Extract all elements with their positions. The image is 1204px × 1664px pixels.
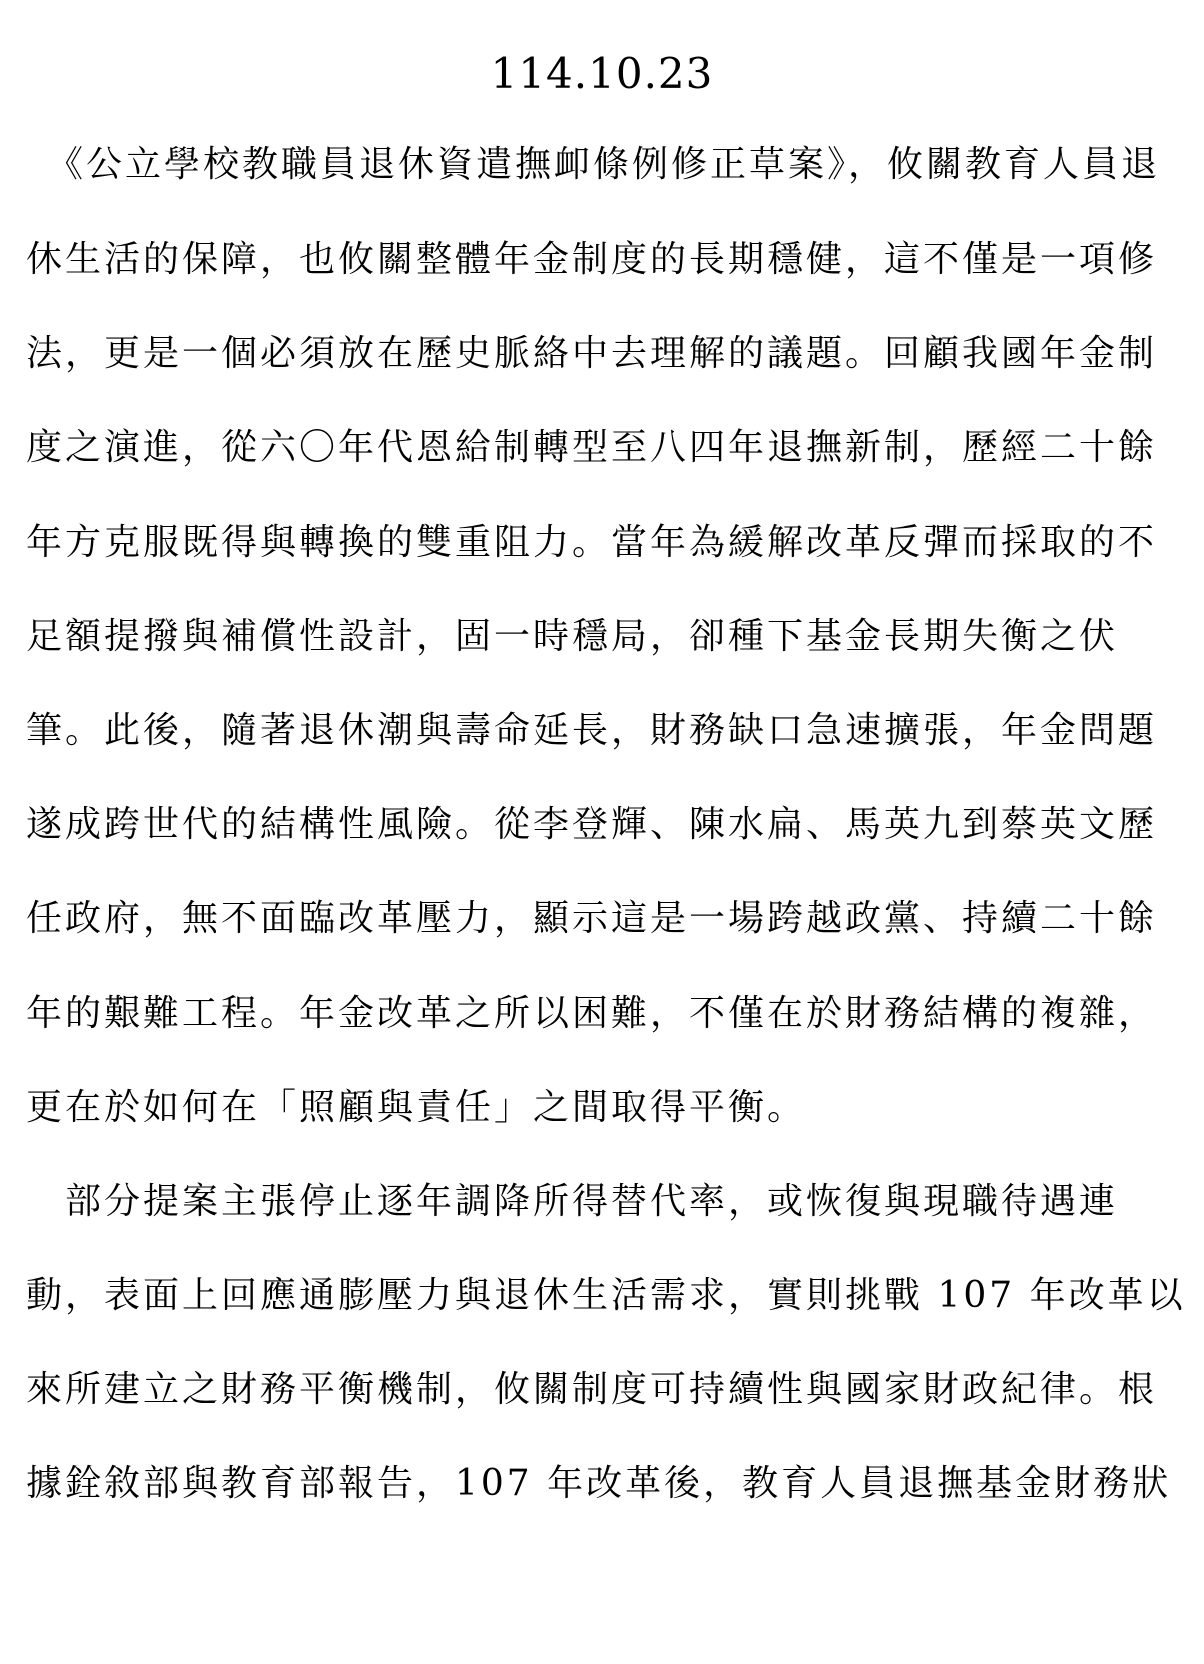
paragraph-line: 休生活的保障，也攸關整體年金制度的長期穩健，這不僅是一項修 [26,239,1158,280]
paragraph-line: 度之演進，從六〇年代恩給制轉型至八四年退撫新制，歷經二十餘 [26,427,1158,468]
paragraph-line: 筆。此後，隨著退休潮與壽命延長，財務缺口急速擴張，年金問題 [26,710,1158,751]
paragraph-line: 來所建立之財務平衡機制，攸關制度可持續性與國家財政紀律。根 [26,1369,1158,1410]
paragraph-line: 法，更是一個必須放在歷史脈絡中去理解的議題。回顧我國年金制 [26,333,1158,374]
paragraph-line: 部分提案主張停止逐年調降所得替代率，或恢復與現職待遇連 [26,1181,1119,1222]
paragraph-line: 遂成跨世代的結構性風險。從李登輝、陳水扁、馬英九到蔡英文歷 [26,804,1158,845]
paragraph-line: 足額提撥與補償性設計，固一時穩局，卻種下基金長期失衡之伏 [26,616,1119,657]
paragraph-line: 年的艱難工程。年金改革之所以困難，不僅在於財務結構的複雜， [26,993,1158,1034]
paragraph-line: 年方克服既得與轉換的雙重阻力。當年為緩解改革反彈而採取的不 [26,522,1158,563]
paragraph-line: 動，表面上回應通膨壓力與退休生活需求，實則挑戰 107 年改革以 [26,1275,1186,1316]
paragraph-line: 據銓敘部與教育部報告，107 年改革後，教育人員退撫基金財務狀 [26,1463,1172,1504]
paragraph-line: 任政府，無不面臨改革壓力，顯示這是一場跨越政黨、持續二十餘 [26,898,1158,939]
paragraph-line: 更在於如何在「照顧與責任」之間取得平衡。 [26,1087,807,1128]
paragraph-line: 《公立學校教職員退休資遣撫卹條例修正草案》，攸關教育人員退 [26,144,1161,185]
document-date: 114.10.23 [490,49,714,98]
